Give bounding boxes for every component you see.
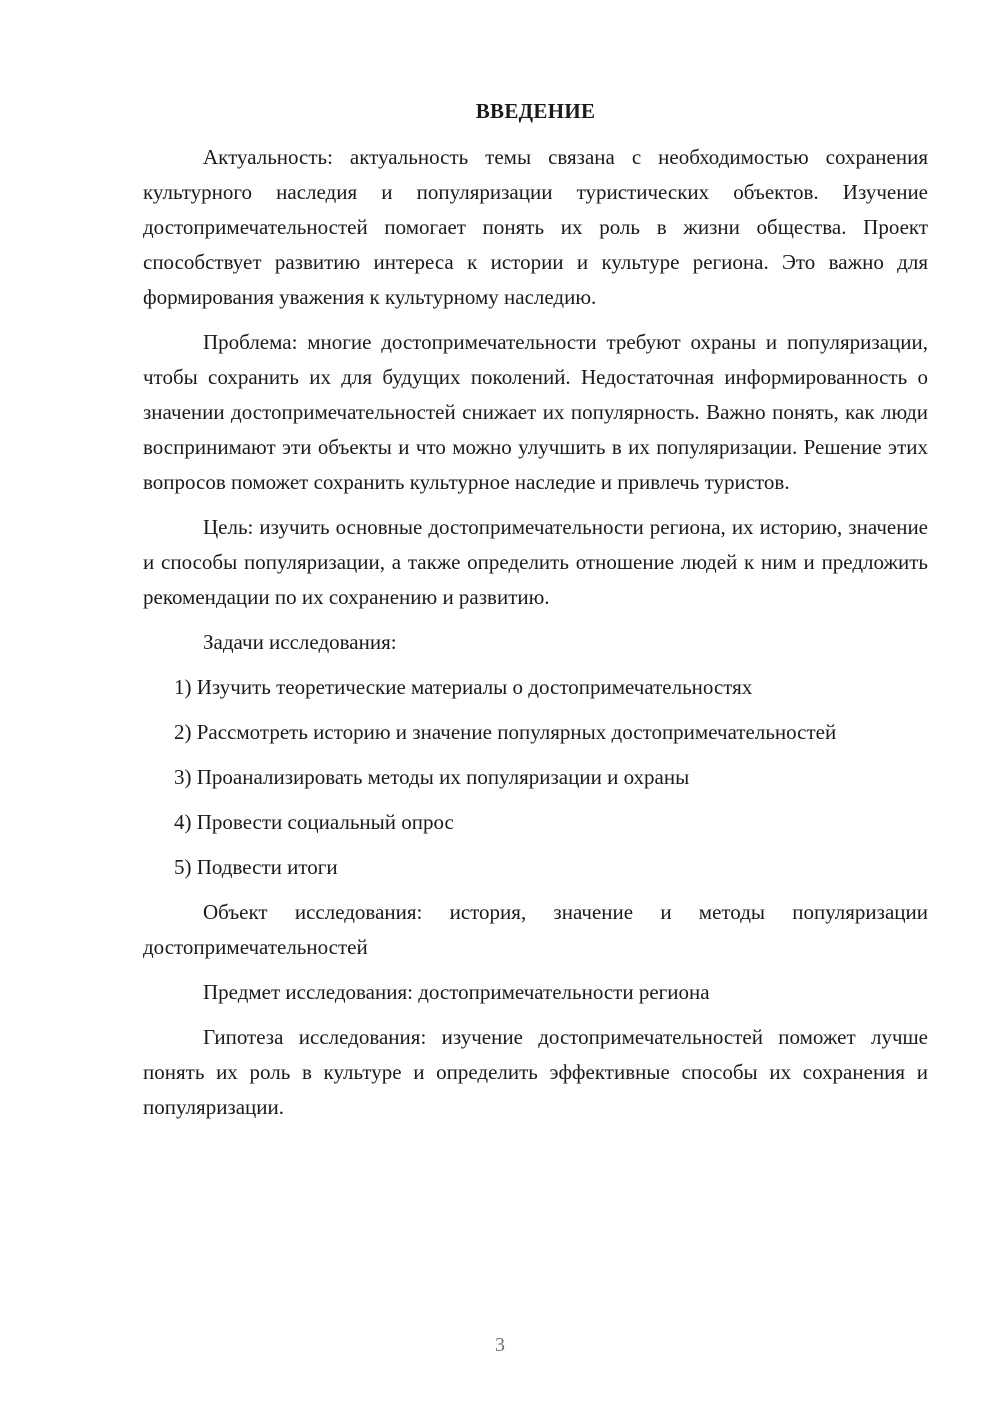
task-item-1: 1) Изучить теоретические материалы о достопримечательностях [174,675,753,699]
relevance-paragraph: Актуальность: актуальность темы связана с необходимостью сохранения культурного наследия и популяризации туристических объектов. Изучение достопримечательностей помогает понять их роль в жизни общества. Проект способствует развитию интереса к истории и культуре региона. Это важно для формирования уважения к культурному наследию. [143,145,928,309]
document-page [143,96,928,1135]
research-subject-paragraph: Предмет исследования: достопримечательности региона [203,980,710,1004]
page-number: 3 [495,1334,505,1356]
problem-paragraph: Проблема: многие достопримечательности требуют охраны и популяризации, чтобы сохранить их для будущих поколений. Недостаточная информированность о значении достопримечательностей снижает их популярность. Важно понять, как люди воспринимают эти объекты и что можно улучшить в их популяризации. Решение этих вопросов поможет сохранить культурное наследие и привлечь туристов. [143,330,928,494]
task-item-5: 5) Подвести итоги [174,855,338,879]
tasks-title: Задачи исследования: [203,630,397,654]
research-object-paragraph: Объект исследования: история, значение и методы популяризации достопримечательностей [143,900,928,959]
goal-paragraph: Цель: изучить основные достопримечательности региона, их историю, значение и способы популяризации, а также определить отношение людей к ним и предложить рекомендации по их сохранению и развитию. [143,515,928,609]
section-heading: ВВЕДЕНИЕ [475,99,596,123]
task-item-3: 3) Проанализировать методы их популяризации и охраны [174,765,690,789]
hypothesis-paragraph: Гипотеза исследования: изучение достопримечательностей поможет лучше понять их роль в культуре и определить эффективные способы их сохранения и популяризации. [143,1025,928,1119]
task-item-2: 2) Рассмотреть историю и значение популярных достопримечательностей [174,720,837,744]
task-item-4: 4) Провести социальный опрос [174,810,454,834]
